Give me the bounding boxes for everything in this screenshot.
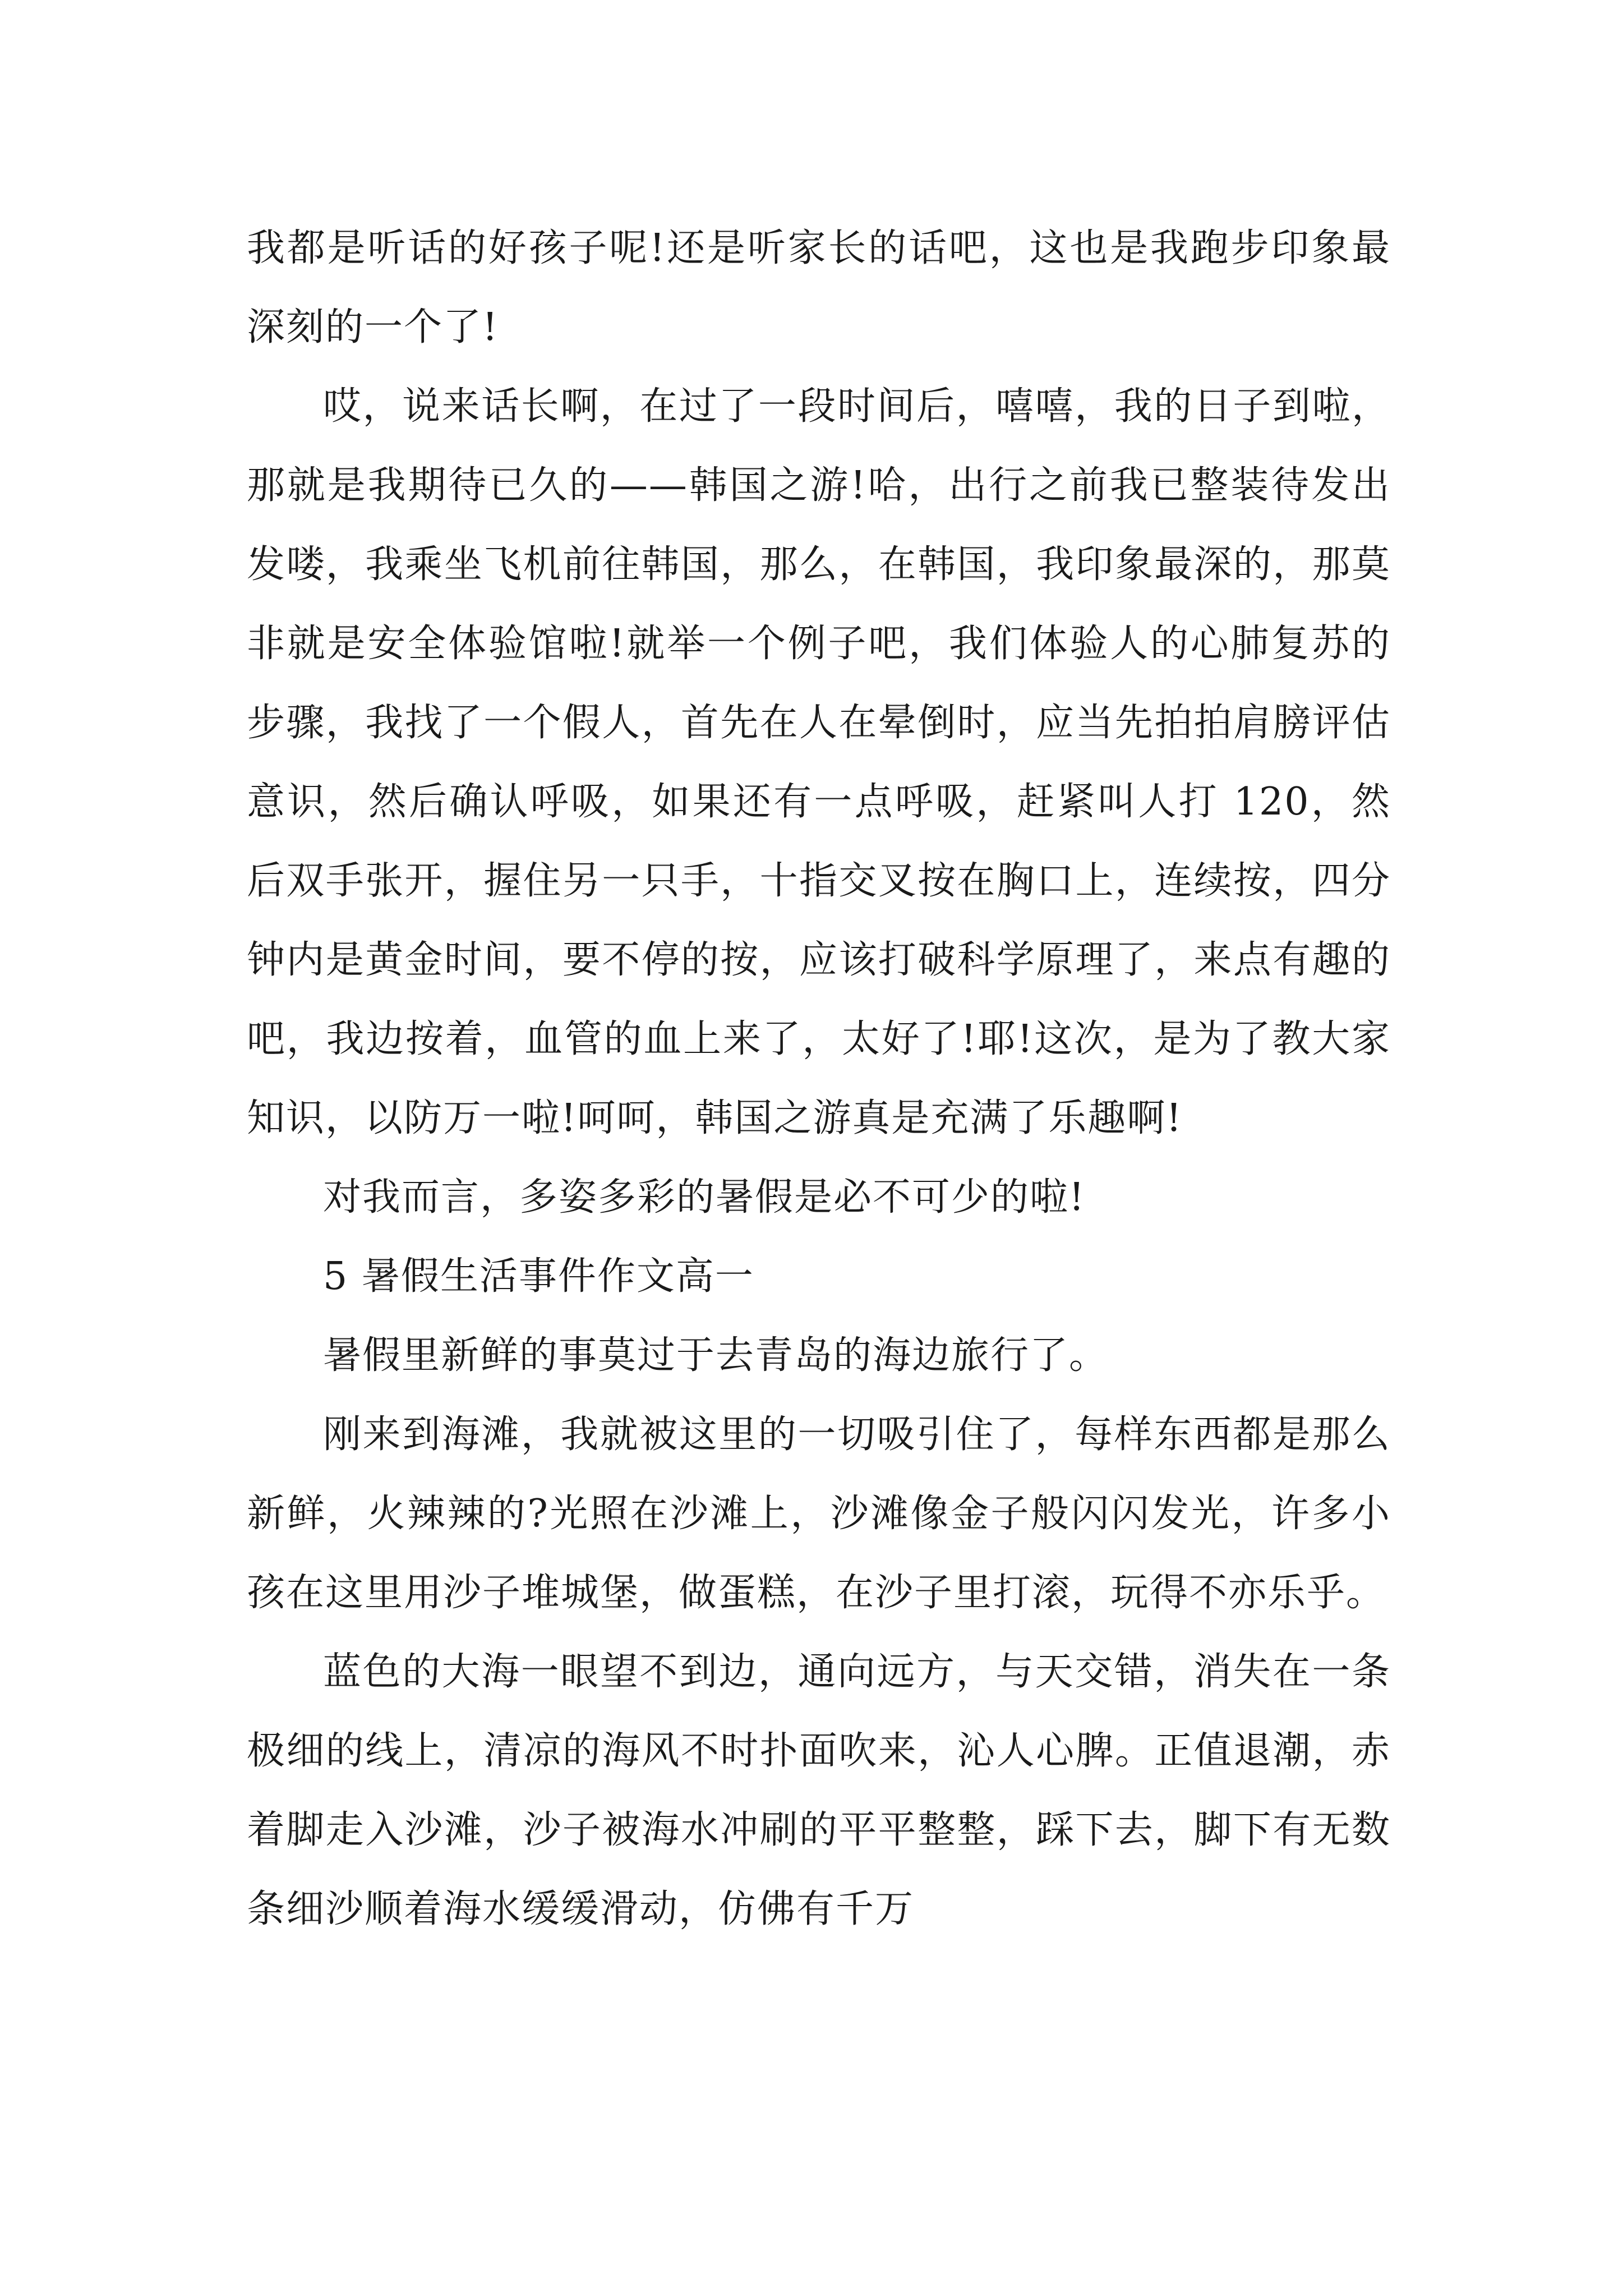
paragraph-qingdao-intro: 暑假里新鲜的事莫过于去青岛的海边旅行了。 xyxy=(323,1333,1109,1378)
paragraph-korea-trip: 哎，说来话长啊，在过了一段时间后，嘻嘻，我的日子到啦，那就是我期待已久的——韩国之游!哈，出行之前我已整装待发出发喽，我乘坐飞机前往韩国，那么，在韩国，我印象最深的，那莫非就是安全体验馆啦!就举一个例子吧，我们体验人的心肺复苏的步骤，我找了一个假人，首先在人在晕倒时，应当先拍拍肩膀评估意识，然后确认呼吸，如果还有一点呼吸，赶紧叫人打 120，然后双手张开，握住另一只手，十指交叉按在胸口上，连续按，四分钟内是黄金时间，要不停的按，应该打破科学原理了，来点有趣的吧，我边按着，血管的血上来了，太好了!耶!这次，是为了教大家知识，以防万一啦!呵呵，韩国之游真是充满了乐趣啊! xyxy=(247,384,1391,1140)
paragraph-blue-sea: 蓝色的大海一眼望不到边，通向远方，与天交错，消失在一条极细的线上，清凉的海风不时扑面吹来，沁人心脾。正值退潮，赤着脚走入沙滩，沙子被海水冲刷的平平整整，踩下去，脚下有无数条细沙顺着海水缓缓滑动，仿佛有千万 xyxy=(247,1650,1391,1931)
paragraph-continuation: 我都是听话的好孩子呢!还是听家长的话吧，这也是我跑步印象最深刻的一个了! xyxy=(247,226,1391,349)
section-heading: 5 暑假生活事件作文高一 xyxy=(323,1254,754,1299)
paragraph-summer-conclusion: 对我而言，多姿多彩的暑假是必不可少的啦! xyxy=(323,1175,1086,1220)
document-body xyxy=(247,209,1391,1949)
paragraph-beach-arrival: 刚来到海滩，我就被这里的一切吸引住了，每样东西都是那么新鲜，火辣辣的?光照在沙滩上，沙滩像金子般闪闪发光，许多小孩在这里用沙子堆城堡，做蛋糕，在沙子里打滚，玩得不亦乐乎。 xyxy=(247,1412,1391,1615)
